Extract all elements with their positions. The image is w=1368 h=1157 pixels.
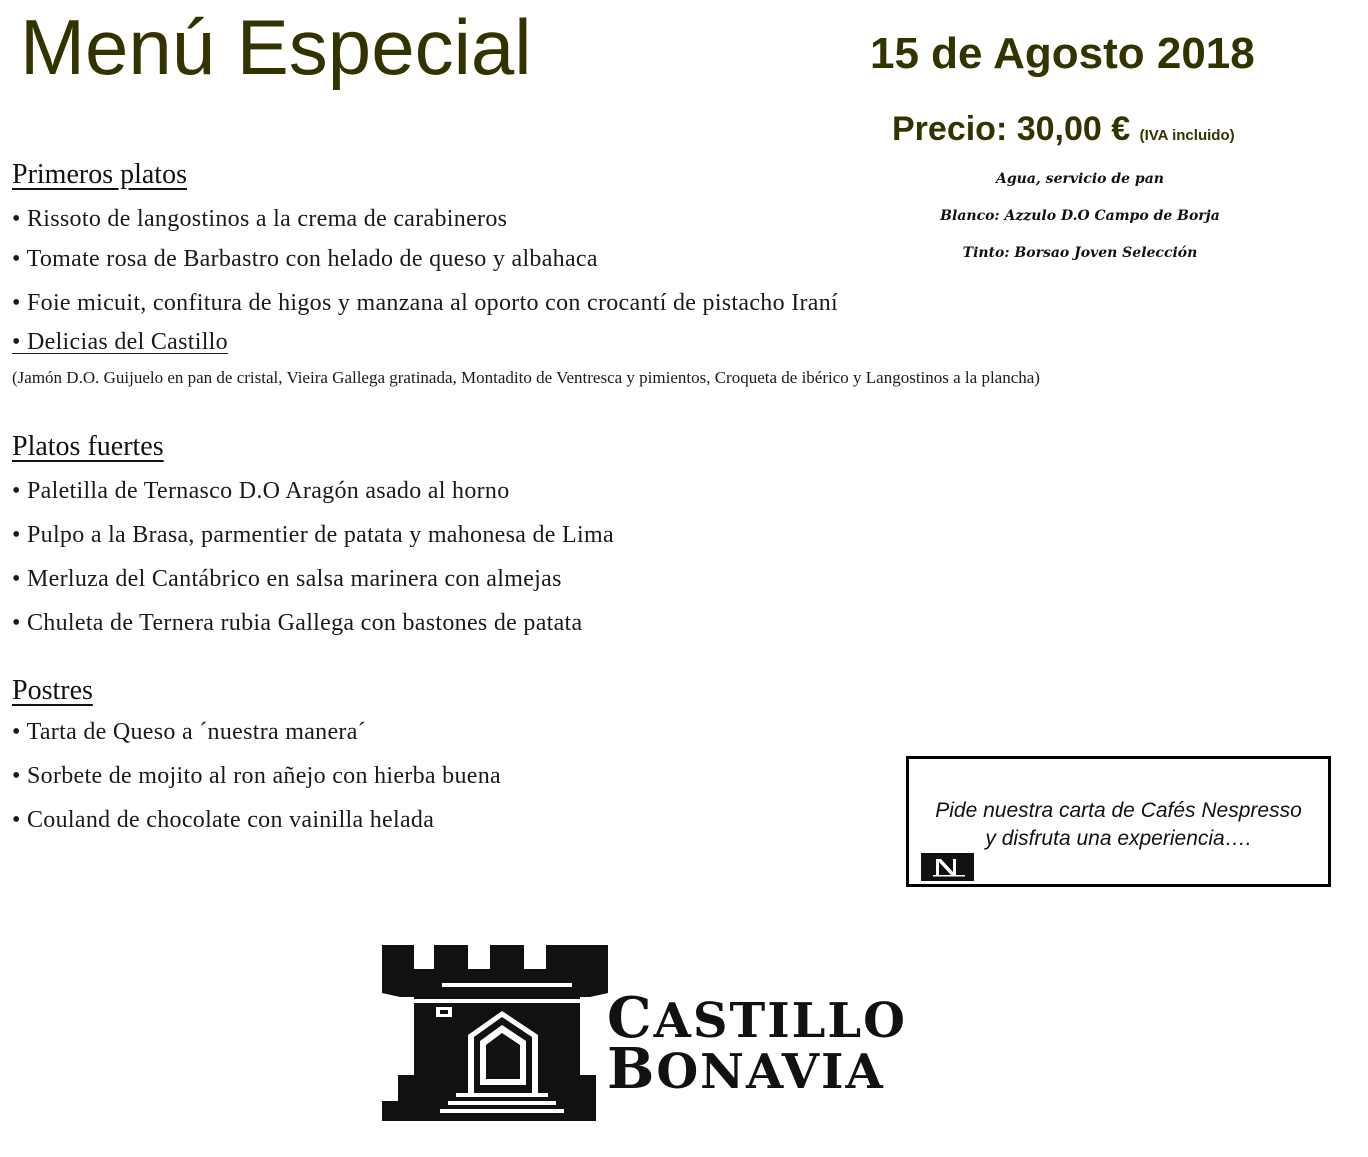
section-title-primeros: Primeros platos [12,159,187,190]
drink-item-water: Agua, servicio de pan [996,171,1164,187]
list-item-delicias: • Delicias del Castillo [12,329,228,355]
list-item: • Foie micuit, confitura de higos y manzana al oporto con crocantí de pistacho Iraní [12,290,839,316]
list-item: • Pulpo a la Brasa, parmentier de patata y mahonesa de Lima [12,522,614,548]
nespresso-n-icon [921,853,974,881]
menu-price [892,112,1235,146]
logo-text-castillo: CASTILLO [607,985,907,1051]
list-item: • Chuleta de Ternera rubia Gallega con bastones de patata [12,610,583,636]
drink-item-white-wine: Blanco: Azzulo D.O Campo de Borja [940,208,1220,224]
list-item: • Couland de chocolate con vainilla helada [12,807,435,833]
delicias-detail: (Jamón D.O. Guijuelo en pan de cristal, Vieira Gallega gratinada, Montadito de Ventresca y pimientos, Croqueta de ibérico y Langostinos a la plancha) [12,368,1040,387]
section-title-fuertes: Platos fuertes [12,431,164,462]
menu-title: Menú Especial [20,3,532,91]
logo-text-bonavia: BONAVIA [607,1036,885,1102]
nespresso-promo-box [906,756,1331,887]
list-item: • Paletilla de Ternasco D.O Aragón asado al horno [12,478,510,504]
list-item: • Sorbete de mojito al ron añejo con hierba buena [12,763,501,789]
drink-item-red-wine: Tinto: Borsao Joven Selección [962,245,1198,261]
nespresso-line-2: y disfruta una experiencia…. [985,827,1252,850]
menu-date: 15 de Agosto 2018 [870,29,1255,78]
nespresso-line-1: Pide nuestra carta de Cafés Nespresso [935,799,1302,822]
list-item: • Tomate rosa de Barbastro con helado de queso y albahaca [12,246,598,272]
drinks-list [900,168,1260,279]
price-label: Precio: 30,00 € [892,110,1131,148]
price-note: (IVA incluido) [1139,127,1235,144]
list-item: • Rissoto de langostinos a la crema de carabineros [12,206,508,232]
section-title-postres: Postres [12,675,93,706]
list-item: • Merluza del Cantábrico en salsa marinera con almejas [12,566,562,592]
list-item: • Tarta de Queso a ´nuestra manera´ [12,719,366,745]
